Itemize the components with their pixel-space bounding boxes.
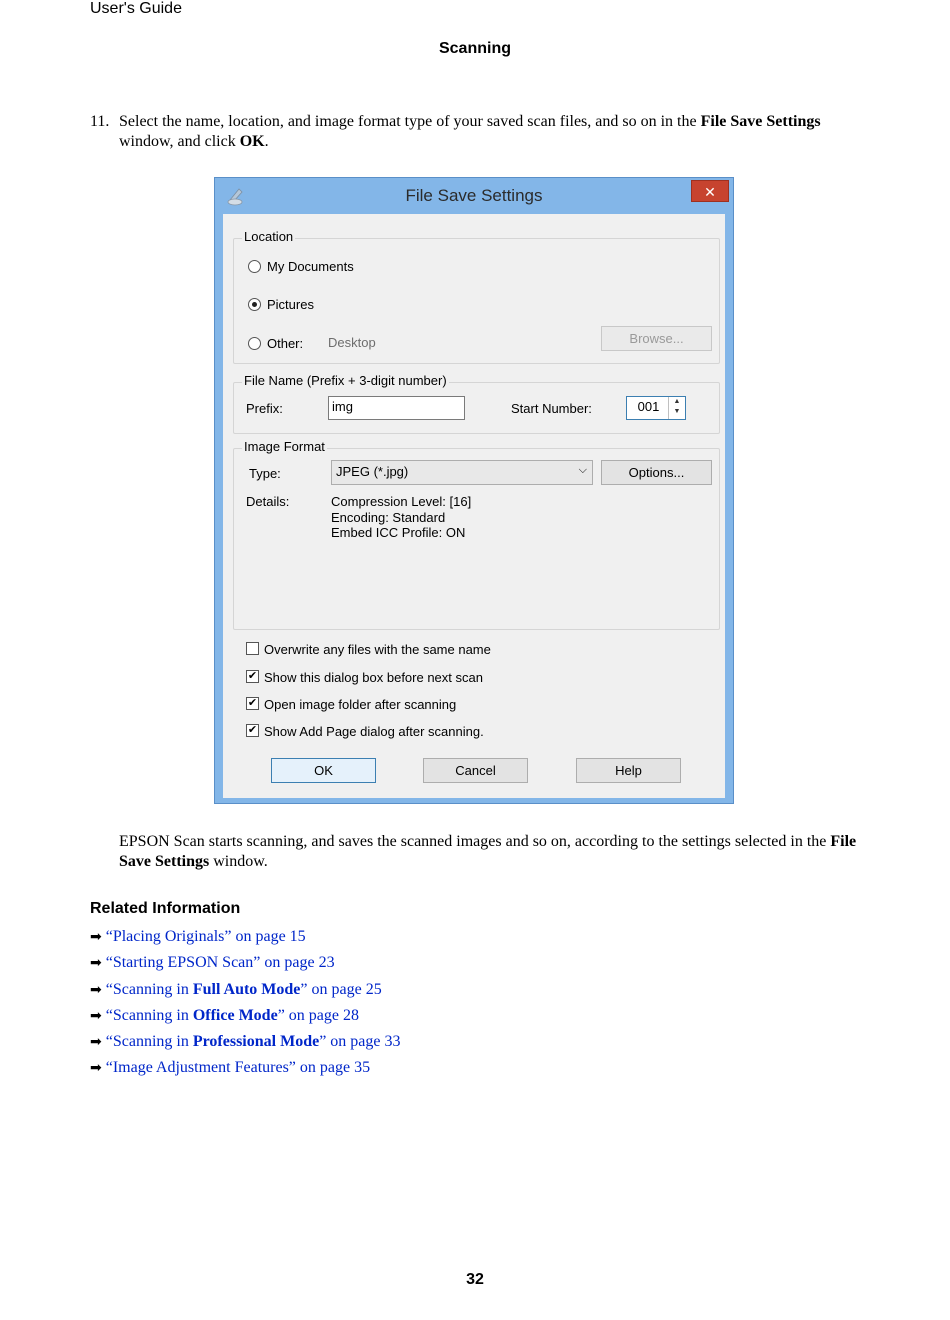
location-legend: Location [244,229,294,244]
link-text: “Starting EPSON Scan” on page 23 [105,954,335,972]
step-text-part: window, and click [119,133,240,150]
after-text-part: EPSON Scan starts scanning, and saves the scanned images and so on, according to the settings selected in the [119,833,831,850]
checkbox-open-folder[interactable] [246,697,259,710]
file-name-legend: File Name (Prefix + 3-digit number) [244,373,447,388]
link-text: “Scanning in [105,1006,193,1024]
running-head: User's Guide [90,0,182,17]
check-icon: ✔ [247,670,258,682]
link-text: ” on page 33 [319,1033,401,1051]
dialog-titlebar[interactable] [215,178,733,214]
details-line: Compression Level: [16] [331,494,472,509]
start-number-value: 001 [637,399,660,414]
link-text: “Placing Originals” on page 15 [105,928,306,945]
chevron-down-icon: ⌵ [578,464,587,476]
step-number: 11. [90,113,110,130]
step-11 [90,112,860,152]
radio-my-documents[interactable] [248,260,261,273]
check-icon: ✔ [247,724,258,736]
spin-arrows-icon[interactable]: ▲ ▼ [668,397,685,419]
browse-button[interactable]: Browse... [601,326,712,351]
radio-my-documents-label: My Documents [267,259,354,274]
radio-other[interactable] [248,337,261,350]
section-title: Scanning [438,40,511,57]
options-button[interactable]: Options... [601,460,712,485]
dialog-title: File Save Settings [405,186,543,205]
details-text [331,494,471,541]
details-label: Details: [246,494,290,509]
checkbox-add-page[interactable] [246,724,259,737]
arrow-right-icon: ➡ [90,982,102,998]
image-format-legend: Image Format [244,439,325,454]
page-number: 32 [466,1271,484,1288]
details-line: Encoding: Standard [331,509,446,525]
after-text-part: window. [209,853,268,870]
radio-pictures-label: Pictures [267,297,314,312]
details-line: Embed ICC Profile: ON [331,525,466,540]
related-information-heading: Related Information [90,900,241,917]
arrow-right-icon: ➡ [90,1035,102,1051]
related-link-starting-epson-scan[interactable] [90,954,401,980]
arrow-right-icon: ➡ [90,1061,102,1077]
checkbox-show-dialog-label: Show this dialog box before next scan [264,670,483,685]
type-select[interactable] [331,460,593,485]
help-button[interactable]: Help [576,758,681,783]
radio-other-label: Other: [267,336,304,351]
step-bold-ok: OK [239,133,265,150]
close-button[interactable] [691,180,729,202]
after-bold-window-name: File Save Settings [119,833,857,870]
step-text-part: Select the name, location, and image format type of your saved scan files, and so on in the [119,113,701,130]
type-label: Type: [249,466,281,481]
checkbox-show-dialog[interactable] [246,670,259,683]
other-folder-path: Desktop [328,335,376,350]
check-icon: ✔ [247,697,258,709]
dialog-client-area [223,214,725,798]
checkbox-overwrite-label: Overwrite any files with the same name [264,642,491,657]
related-link-image-adjustment[interactable] [90,1059,401,1085]
checkbox-add-page-label: Show Add Page dialog after scanning. [264,724,484,739]
arrow-right-icon: ➡ [90,956,102,972]
step-text [119,112,860,152]
checkbox-overwrite[interactable] [246,642,259,655]
related-link-professional-mode[interactable] [90,1033,401,1059]
checkbox-open-folder-label: Open image folder after scanning [264,697,457,712]
related-link-office-mode[interactable] [90,1007,401,1033]
related-links-list [90,928,401,1086]
cancel-button[interactable]: Cancel [423,758,528,783]
after-paragraph [119,832,864,872]
start-number-stepper[interactable] [626,396,686,420]
link-bold: Office Mode [192,1006,278,1024]
prefix-input[interactable]: img [328,396,465,420]
prefix-label: Prefix: [246,401,283,416]
arrow-right-icon: ➡ [90,1008,102,1024]
related-link-placing-originals[interactable] [90,928,401,954]
link-bold: Full Auto Mode [192,980,301,998]
link-text: “Scanning in [105,980,193,998]
ok-button[interactable]: OK [271,758,376,783]
step-text-part: . [264,133,269,150]
radio-pictures[interactable] [248,298,261,311]
radio-selected-dot [252,302,257,307]
related-link-full-auto-mode[interactable] [90,981,401,1007]
arrow-right-icon: ➡ [90,930,102,945]
link-bold: Professional Mode [192,1033,320,1051]
link-text: “Scanning in [105,1033,193,1051]
link-text: ” on page 25 [300,980,382,998]
type-selected-value: JPEG (*.jpg) [336,464,409,479]
file-save-settings-dialog [214,177,734,804]
link-text: “Image Adjustment Features” on page 35 [105,1059,371,1077]
link-text: ” on page 28 [277,1006,359,1024]
step-bold-window-name: File Save Settings [700,113,821,130]
close-icon: ✕ [704,184,716,200]
start-number-label: Start Number: [511,401,592,416]
